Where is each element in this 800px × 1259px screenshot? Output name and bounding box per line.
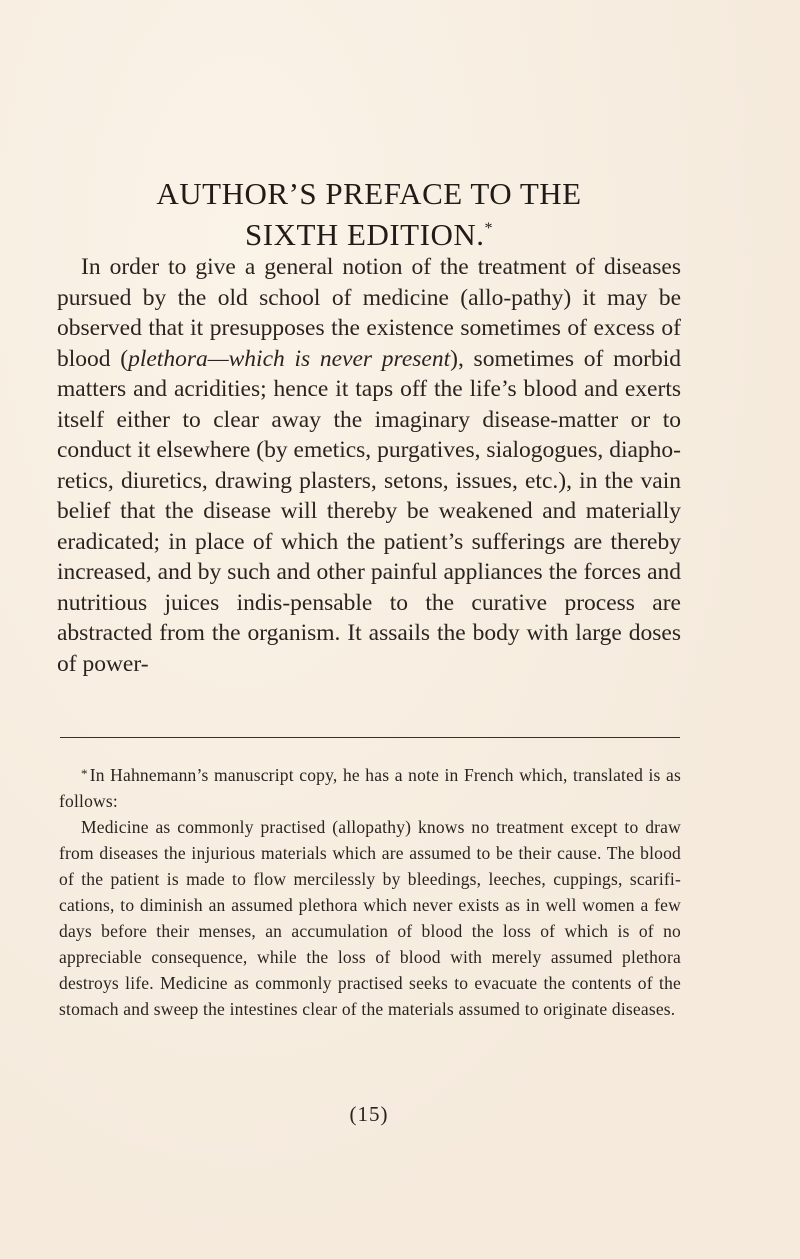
footnote: [59, 761, 681, 1022]
title-footnote-marker: *: [484, 220, 493, 237]
title-line-1: AUTHOR’S PREFACE TO THE: [156, 176, 582, 211]
page-title: [57, 176, 681, 252]
preface-body: [57, 252, 681, 679]
footnote-intro: [59, 761, 681, 814]
footnote-intro-text: In Hahnemann’s manuscript copy, he has a note in French which, translated is as follows:: [59, 765, 681, 811]
page-number: (15): [349, 1102, 389, 1126]
footnote-marker: *: [81, 766, 88, 781]
footnote-divider: [60, 737, 680, 738]
body-text-italic: plethora—which is never present: [128, 345, 451, 372]
title-line-2: SIXTH EDITION.: [245, 217, 485, 252]
footnote-translation: Medicine as commonly practised (allopathy) knows no treatment except to draw from diseases the injurious materials which are assumed to be their cause. The blood of the patient is made to flow mercilessly by bleedings, leeches, cuppings, scarifi-cations, to diminish an assumed plethora which never exists as in well women a few days before their menses, an accumulation of blood the loss of which is of no appreciable consequence, while the loss of blood with merely assumed plethora destroys life. Medicine as commonly practised seeks to evacuate the contents of the stomach and sweep the intestines clear of the materials assumed to originate diseases.: [59, 817, 681, 1019]
body-text-part-2: ), sometimes of morbid matters and acridities; hence it taps off the life’s blood and exerts itself either to clear away the imaginary disease-matter or to conduct it elsewhere (by emetics, purgatives, sialogogues, diapho-retics, diuretics, drawing plasters, setons, issues, etc.), in the vain belief that the disease will thereby be weakened and materially eradicated; in place of which the patient’s sufferings are thereby increased, and by such and other painful appliances the forces and nutritious juices indis-pensable to the curative process are abstracted from the organism. It assails the body with large doses of power-: [57, 345, 681, 677]
body-text-part-1: In order to give a general notion of the treatment of diseases pursued by the old school of medicine (allo-pathy) it may be observed that it presupposes the existence sometimes of excess of blood (: [57, 254, 681, 372]
